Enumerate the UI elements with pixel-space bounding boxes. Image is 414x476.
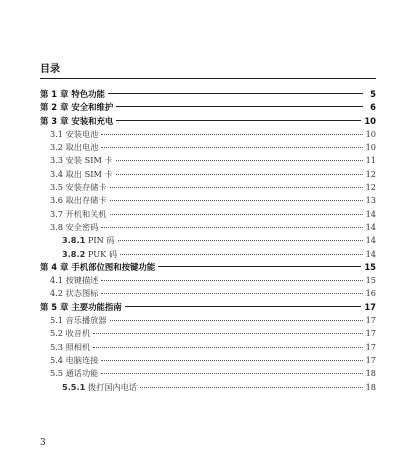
toc-leader: [101, 373, 362, 374]
toc-entry-text: PUK 码: [85, 248, 118, 259]
toc-entry-text: 5.5 通话功能: [50, 368, 99, 379]
toc-entry-label: [50, 221, 98, 234]
toc-entry-label: [50, 354, 98, 367]
toc-leader: [108, 93, 363, 94]
toc-entry-label: [50, 208, 107, 221]
toc-entry-text: 3.2 取出电池: [50, 142, 99, 153]
toc-entry-label: [50, 128, 98, 141]
toc-leader: [101, 280, 362, 281]
toc-entry[interactable]: [40, 88, 376, 101]
toc-heading: 目录: [40, 64, 60, 75]
toc-entry-text: 3.3 安装 SIM 卡: [50, 155, 113, 166]
toc-entry-label: [50, 141, 98, 154]
toc-leader: [110, 200, 363, 201]
toc-entry[interactable]: [40, 234, 376, 247]
toc-entry-label: [40, 115, 113, 128]
table-of-contents: [40, 88, 376, 394]
toc-entry[interactable]: [40, 168, 376, 181]
toc-entry-text: 5.1 音乐播放器: [50, 315, 107, 326]
toc-entry-page: 10: [365, 142, 376, 153]
toc-entry[interactable]: [40, 301, 376, 314]
toc-entry-text: 第 2 章 安全和维护: [40, 102, 114, 113]
toc-leader: [101, 147, 362, 148]
toc-entry[interactable]: [40, 261, 376, 274]
toc-leader: [158, 266, 361, 267]
toc-entry[interactable]: [40, 141, 376, 154]
toc-entry-label: [50, 181, 107, 194]
toc-entry-page: 17: [365, 315, 376, 326]
toc-entry-page: 10: [365, 128, 376, 139]
toc-entry-text: 3.7 开机和关机: [50, 208, 107, 219]
toc-leader: [110, 187, 363, 188]
toc-entry[interactable]: [40, 248, 376, 261]
toc-entry-number: 3.8.1: [62, 235, 86, 246]
toc-entry-page: 10: [364, 115, 376, 126]
toc-leader: [93, 333, 362, 334]
toc-entry-text: 3.4 取出 SIM 卡: [50, 168, 113, 179]
toc-entry[interactable]: [40, 194, 376, 207]
toc-leader: [101, 134, 362, 135]
toc-entry[interactable]: [40, 327, 376, 340]
toc-leader: [101, 293, 362, 294]
toc-entry-page: 5: [370, 89, 376, 99]
toc-entry-page: 14: [365, 221, 376, 232]
toc-entry-text: 4.2 状态图标: [50, 288, 99, 299]
toc-entry-number: 5.5.1: [62, 381, 86, 392]
toc-leader: [110, 320, 363, 321]
page-number: 3: [40, 438, 46, 448]
toc-entry-label: [50, 154, 113, 167]
toc-entry[interactable]: [40, 381, 376, 394]
toc-leader: [118, 240, 363, 241]
toc-entry-text: 3.8 安全密码: [50, 221, 99, 232]
toc-entry-text: 3.1 安装电池: [50, 128, 99, 139]
toc-entry-page: 14: [365, 248, 376, 259]
toc-entry[interactable]: [40, 274, 376, 287]
toc-entry[interactable]: [40, 221, 376, 234]
toc-entry-page: 17: [365, 354, 376, 365]
toc-entry-page: 14: [365, 235, 376, 246]
toc-entry-label: [62, 248, 117, 261]
toc-entry-text: 3.6 取出存储卡: [50, 195, 107, 206]
toc-entry-label: [50, 341, 90, 354]
toc-leader: [120, 254, 362, 255]
toc-entry-label: [50, 327, 90, 340]
toc-entry[interactable]: [40, 287, 376, 300]
toc-entry[interactable]: [40, 101, 376, 114]
toc-entry[interactable]: [40, 208, 376, 221]
toc-entry-label: [50, 168, 113, 181]
toc-entry[interactable]: [40, 181, 376, 194]
toc-entry-text: PIN 码: [85, 235, 115, 246]
toc-entry-text: 第 4 章 手机部位图和按键功能: [40, 261, 156, 272]
toc-entry-page: 17: [365, 341, 376, 352]
toc-entry-label: [62, 234, 115, 247]
toc-entry-label: [40, 88, 105, 101]
toc-entry-number: 3.8.2: [62, 248, 86, 259]
toc-entry[interactable]: [40, 354, 376, 367]
toc-entry-text: 4.1 按键描述: [50, 275, 99, 286]
toc-entry-label: [40, 301, 122, 314]
toc-leader: [140, 387, 363, 388]
heading-rule: [40, 78, 376, 79]
toc-leader: [116, 174, 363, 175]
toc-leader: [116, 160, 363, 161]
toc-entry-page: 18: [365, 368, 376, 379]
toc-entry-text: 5.3 照相机: [50, 341, 91, 352]
toc-entry[interactable]: [40, 128, 376, 141]
toc-entry-text: 5.2 收音机: [50, 328, 91, 339]
toc-leader: [116, 120, 361, 121]
toc-entry-label: [40, 261, 155, 274]
toc-entry-text: 拨打国内电话: [85, 381, 138, 392]
toc-leader: [116, 106, 363, 107]
toc-entry-page: 12: [365, 168, 376, 179]
toc-entry-page: 17: [365, 328, 376, 339]
toc-entry[interactable]: [40, 154, 376, 167]
toc-entry-label: [40, 101, 113, 114]
toc-leader: [101, 227, 362, 228]
toc-entry[interactable]: [40, 314, 376, 327]
toc-entry[interactable]: [40, 367, 376, 380]
toc-entry[interactable]: [40, 115, 376, 128]
toc-entry-page: 18: [365, 381, 376, 392]
toc-entry-label: [62, 381, 137, 394]
toc-entry-label: [50, 274, 98, 287]
toc-entry-text: 第 1 章 特色功能: [40, 89, 105, 99]
toc-leader: [110, 214, 363, 215]
toc-entry-text: 第 3 章 安装和充电: [40, 115, 114, 126]
toc-entry-page: 16: [365, 288, 376, 299]
toc-entry-page: 14: [365, 208, 376, 219]
toc-entry-text: 第 5 章 主要功能指南: [40, 301, 122, 312]
toc-leader: [101, 360, 362, 361]
toc-entry-text: 3.5 安装存储卡: [50, 182, 107, 193]
toc-entry-page: 17: [364, 301, 376, 312]
toc-entry-label: [50, 194, 107, 207]
toc-entry-text: 5.4 电脑连接: [50, 354, 99, 365]
toc-entry[interactable]: [40, 341, 376, 354]
toc-entry-page: 12: [365, 182, 376, 193]
toc-leader: [125, 306, 362, 307]
toc-entry-label: [50, 314, 107, 327]
toc-entry-page: 15: [364, 261, 376, 272]
toc-entry-page: 15: [365, 275, 376, 286]
toc-leader: [93, 347, 362, 348]
toc-entry-label: [50, 367, 98, 380]
toc-entry-page: 6: [370, 102, 376, 113]
toc-entry-label: [50, 287, 98, 300]
toc-entry-page: 13: [365, 195, 376, 206]
toc-entry-page: 11: [365, 155, 376, 166]
